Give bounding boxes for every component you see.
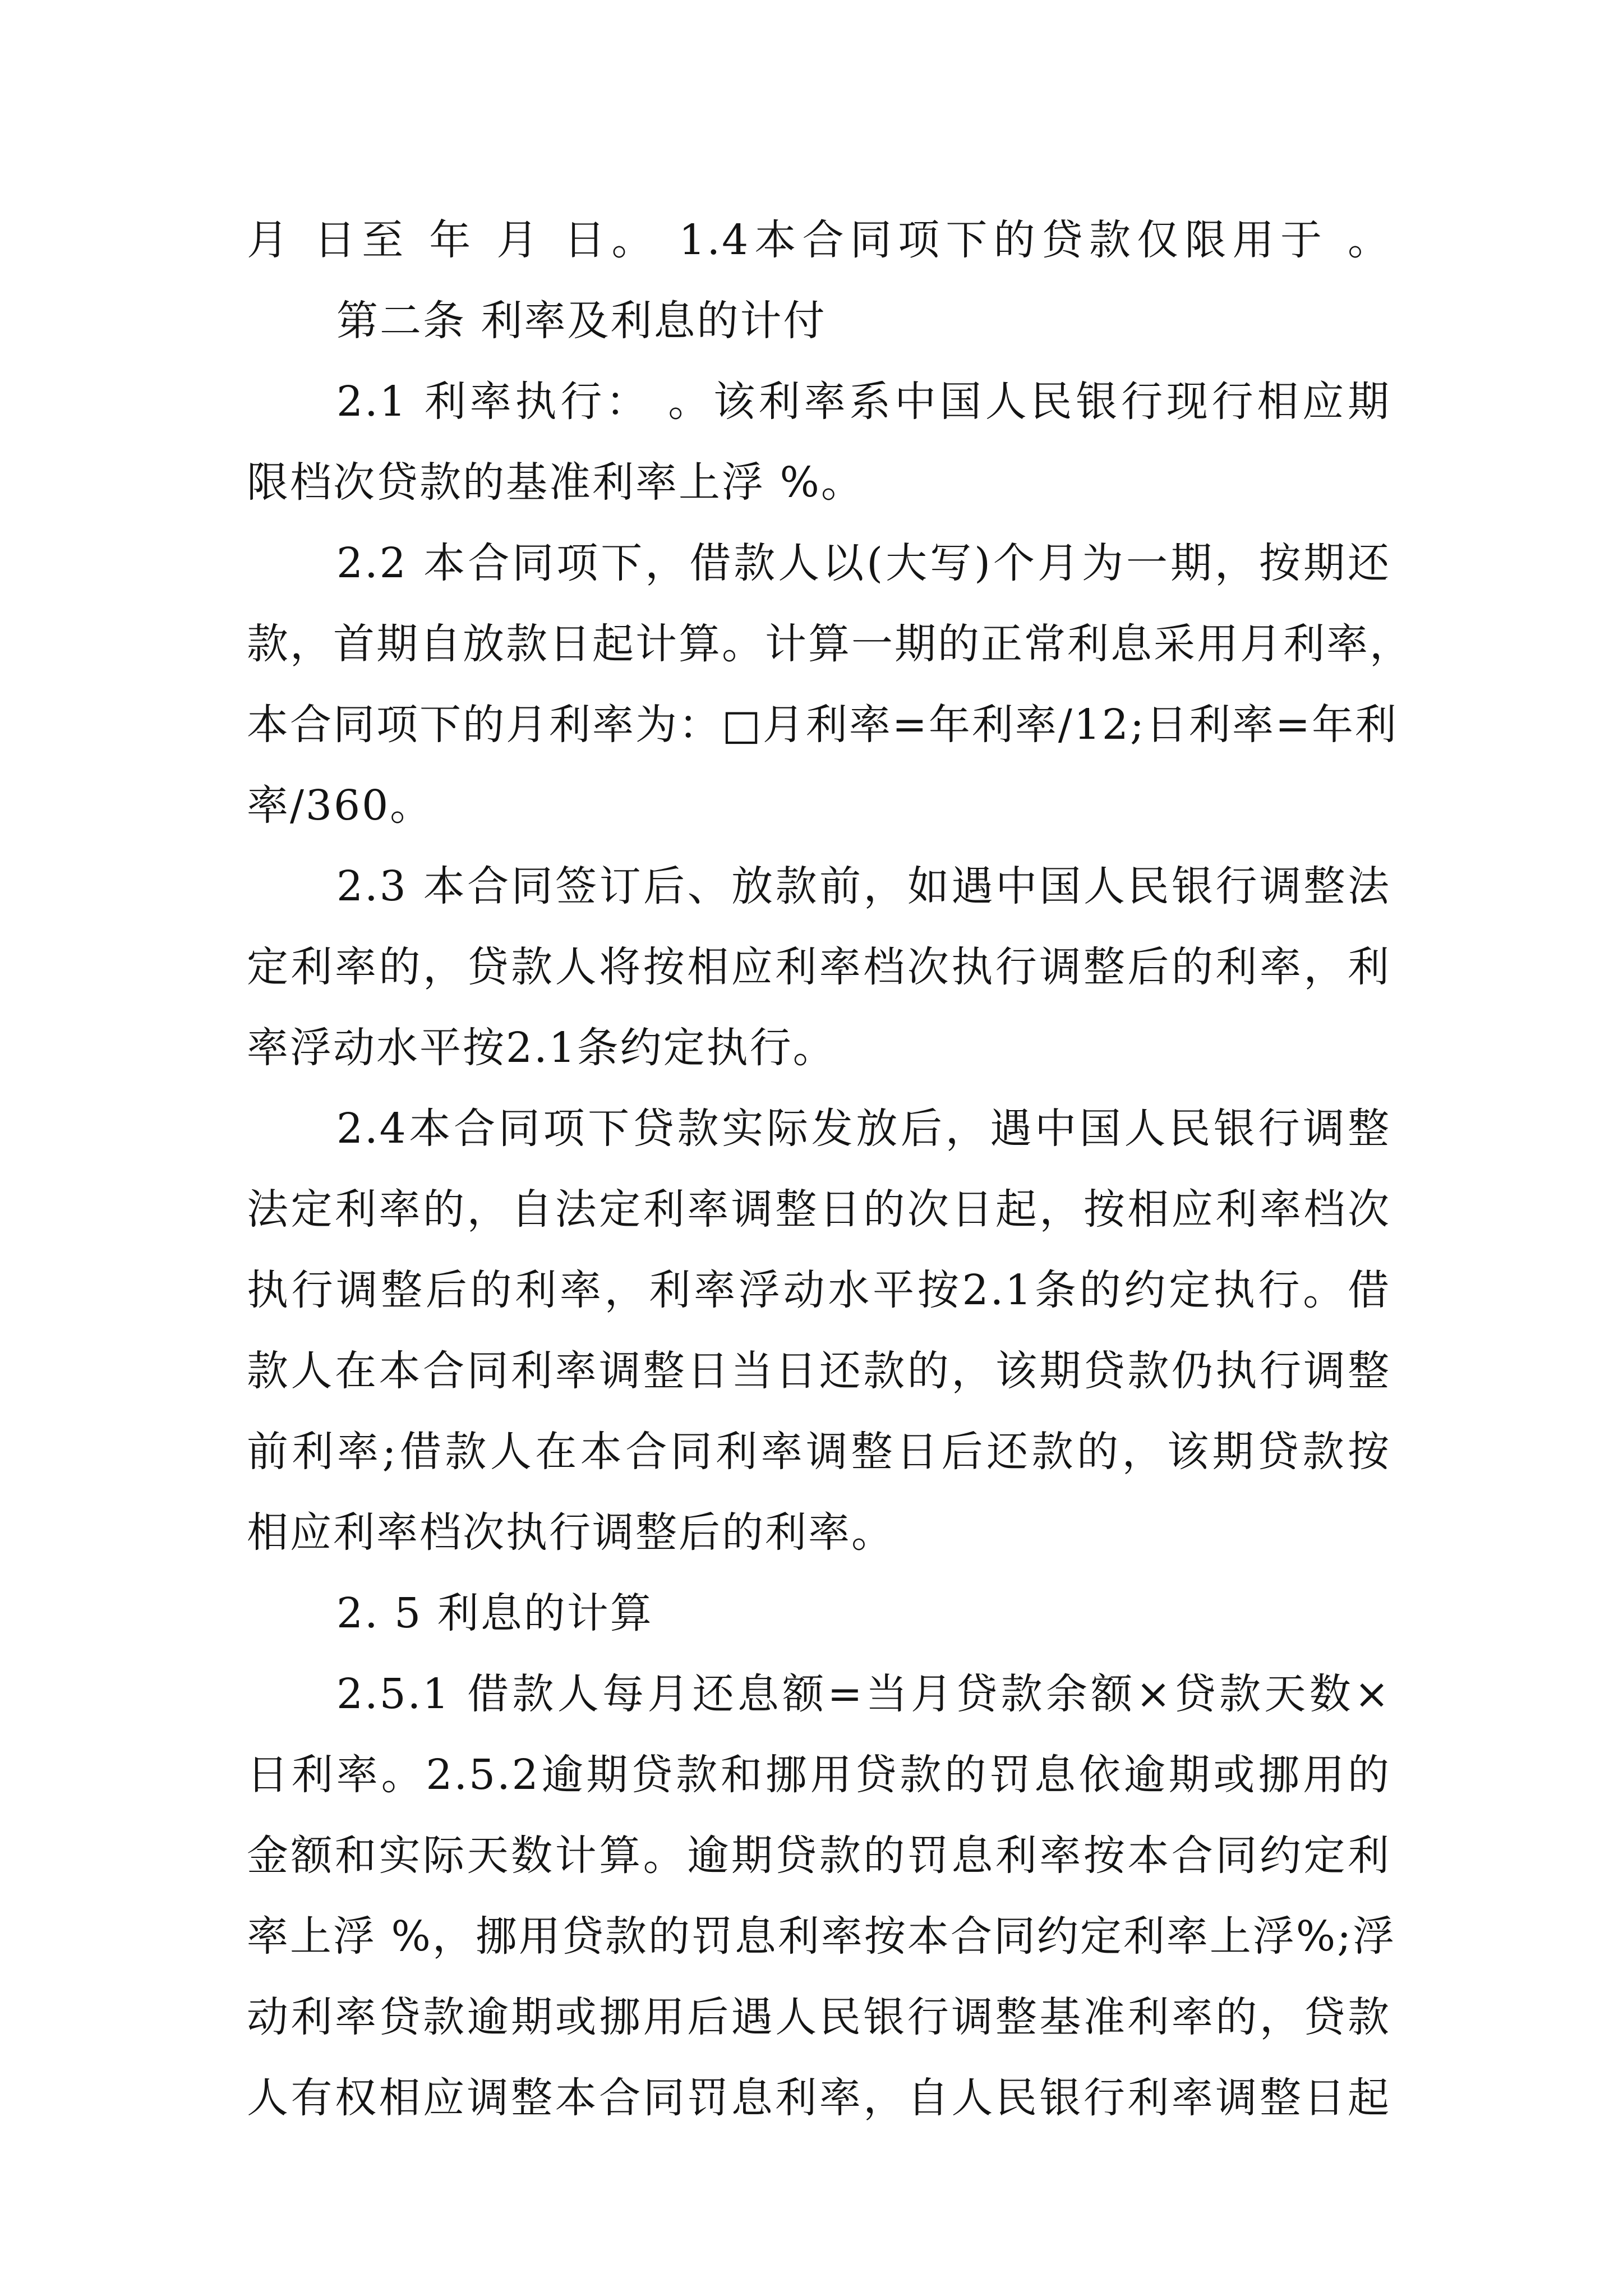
text-line: 人有权相应调整本合同罚息利率，自人民银行利率调整日起	[247, 2074, 1391, 2122]
text-line: 日利率。2.5.2逾期贷款和挪用贷款的罚息依逾期或挪用的	[247, 1751, 1391, 1799]
text-line: 本合同项下的月利率为：□月利率=年利率/12;日利率=年利	[247, 701, 1398, 749]
text-line: 率/360。	[247, 781, 434, 830]
text-line: 2.4本合同项下贷款实际发放后，遇中国人民银行调整	[336, 1105, 1391, 1153]
text-line: 金额和实际天数计算。逾期贷款的罚息利率按本合同约定利	[247, 1832, 1391, 1880]
text-line: 月 日至 年 月 日。 1.4本合同项下的贷款仅限用于 。	[247, 216, 1391, 264]
text-line: 执行调整后的利率，利率浮动水平按2.1条的约定执行。借	[247, 1266, 1391, 1314]
text-line: 率浮动水平按2.1条约定执行。	[247, 1024, 836, 1072]
text-line: 2.2 本合同项下，借款人以(大写)个月为一期，按期还	[336, 539, 1391, 587]
text-line: 定利率的，贷款人将按相应利率档次执行调整后的利率，利	[247, 943, 1391, 991]
section-heading: 2. 5 利息的计算	[336, 1589, 653, 1637]
text-line: 法定利率的，自法定利率调整日的次日起，按相应利率档次	[247, 1185, 1391, 1234]
text-line: 2.5.1 借款人每月还息额=当月贷款余额×贷款天数×	[336, 1670, 1391, 1718]
text-line: 款，首期自放款日起计算。计算一期的正常利息采用月利率，	[247, 620, 1413, 668]
text-line: 相应利率档次执行调整后的利率。	[247, 1508, 895, 1557]
text-line: 款人在本合同利率调整日当日还款的，该期贷款仍执行调整	[247, 1347, 1391, 1395]
section-heading: 第二条 利率及利息的计付	[336, 297, 827, 345]
text-line: 前利率;借款人在本合同利率调整日后还款的，该期贷款按	[247, 1428, 1391, 1476]
text-line: 2.3 本合同签订后、放款前，如遇中国人民银行调整法	[336, 862, 1391, 910]
text-line: 2.1 利率执行： 。该利率系中国人民银行现行相应期	[336, 378, 1391, 426]
text-line: 率上浮 %，挪用贷款的罚息利率按本合同约定利率上浮%;浮	[247, 1912, 1396, 1961]
text-line: 动利率贷款逾期或挪用后遇人民银行调整基准利率的，贷款	[247, 1993, 1391, 2041]
text-line: 限档次贷款的基准利率上浮 %。	[247, 458, 864, 507]
